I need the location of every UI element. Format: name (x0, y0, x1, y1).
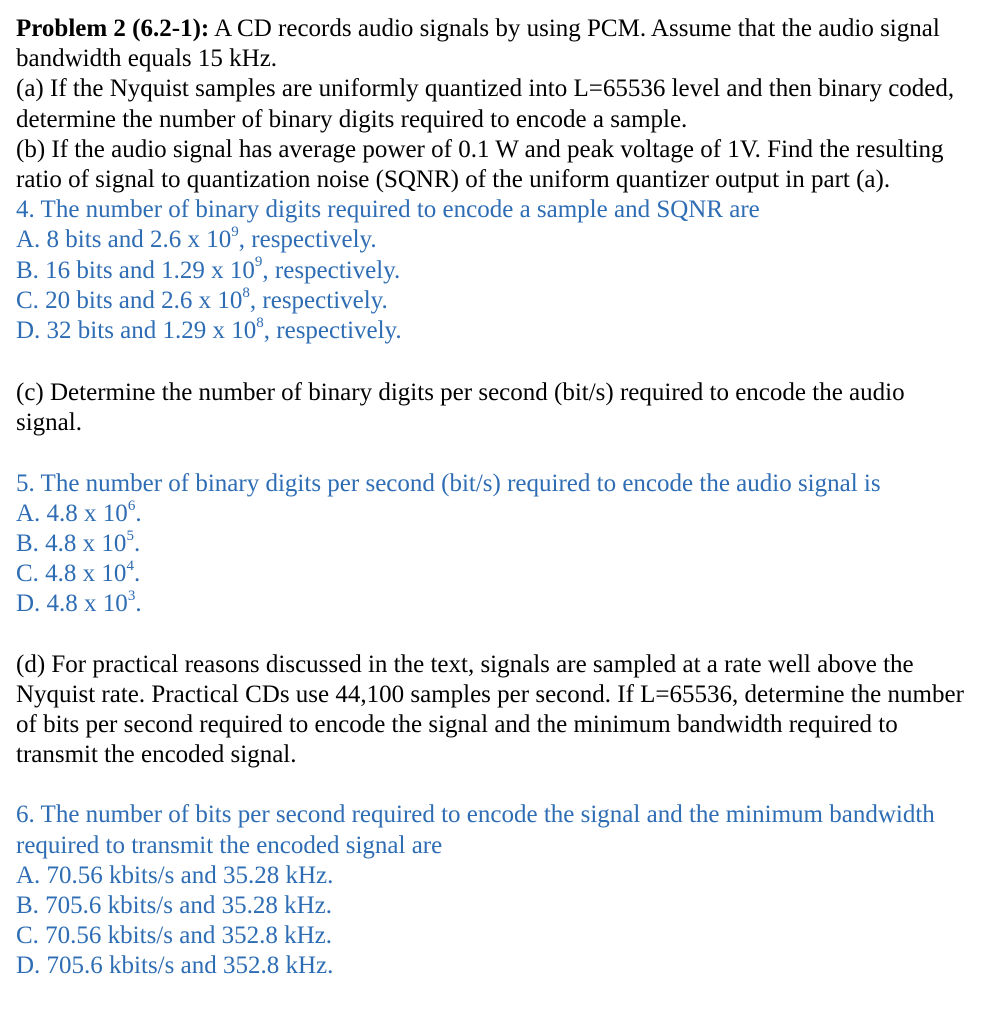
q5-option-a[interactable]: A. 4.8 x $10^6$. (16, 497, 142, 527)
problem-statement (16, 14, 976, 74)
q6-option-b[interactable]: B. 705.6 kbits/s and 35.28 kHz. (16, 892, 332, 920)
question-4-text: 4. The number of binary digits required to encode a sample and SQNR are (16, 196, 760, 224)
spacer (16, 439, 976, 469)
q5-option-d[interactable]: D. 4.8 x $10^3$. (16, 588, 142, 618)
q6-option-a[interactable]: A. 70.56 kbits/s and 35.28 kHz. (16, 861, 334, 889)
q5-option-c[interactable]: C. 4.8 x $10^4$. (16, 557, 141, 588)
part-b-text: (b) If the audio signal has average power of 0.1 W and peak voltage of 1V. Find the resulting ratio of signal to quantization noise (SQNR) of the uniform quantizer output in part (a). (16, 135, 944, 194)
q4-option-c[interactable]: C. 20 bits and 2.6 x $10^8$, respectively. (16, 284, 388, 314)
part-d-text: (d) For practical reasons discussed in the text, signals are sampled at a rate well above the Nyquist rate. Practical CDs use 44,100 samples per second. If L=65536, determine the number of bits per second required to encode the signal and the minimum bandwidth required to transmit the encoded signal. (16, 650, 964, 769)
q4-option-b[interactable]: B. 16 bits and 1.29 x $10^9$, respectively. (16, 254, 401, 284)
q6-option-d[interactable]: D. 705.6 kbits/s and 352.8 kHz. (16, 952, 334, 980)
spacer (16, 620, 976, 650)
question-5 (16, 469, 976, 620)
q4-option-d[interactable]: D. 32 bits and 1.29 x $10^8$, respectively. (16, 314, 402, 345)
q6-option-c[interactable]: C. 70.56 kbits/s and 352.8 kHz. (16, 922, 332, 950)
part-c-text: (c) Determine the number of binary digits per second (bit/s) required to encode the audio signal. (16, 379, 905, 437)
spacer (16, 346, 976, 378)
question-4 (16, 195, 976, 346)
problem-intro: A CD records audio signals by using PCM. Assume that the audio signal bandwidth equals 15 kHz. (16, 15, 940, 73)
question-6-text: 6. The number of bits per second required to encode the signal and the minimum bandwidth required to transmit the encoded signal are (16, 801, 935, 859)
question-6 (16, 800, 976, 981)
q5-option-b[interactable]: B. 4.8 x $10^5$. (16, 527, 141, 558)
document (16, 14, 976, 982)
problem-heading: Problem 2 (6.2-1): (16, 15, 210, 42)
q4-option-a[interactable]: A. 8 bits and 2.6 x $10^9$, respectively. (16, 224, 377, 254)
spacer (16, 770, 976, 800)
part-a-text: (a) If the Nyquist samples are uniformly quantized into L=65536 level and then binary coded, determine the number of binary digits required to encode a sample. (16, 75, 955, 133)
question-5-text: 5. The number of binary digits per second (bit/s) required to encode the audio signal is (16, 469, 881, 497)
